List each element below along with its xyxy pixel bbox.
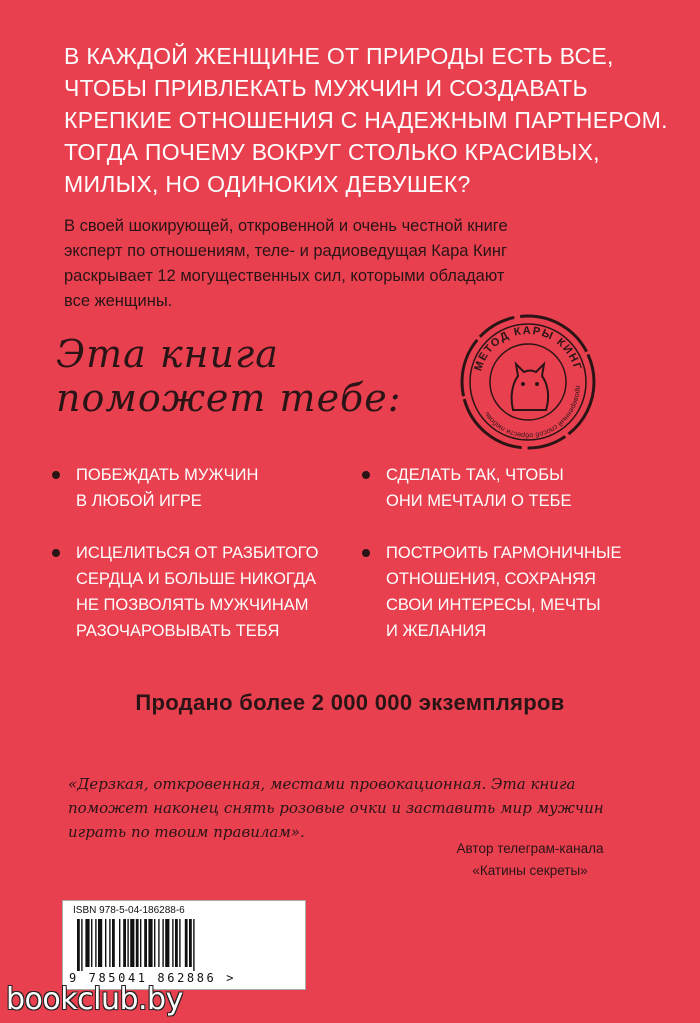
benefit-item (362, 540, 622, 644)
benefit-line: ПОСТРОИТЬ ГАРМОНИЧНЫЕ (386, 544, 622, 562)
benefit-line: ОТНОШЕНИЯ, СОХРАНЯЯ (386, 570, 596, 588)
lead-line: все женщины. (64, 292, 173, 310)
help-title (56, 332, 476, 420)
bullet-dot-icon (362, 471, 370, 479)
author-line: Автор телеграм-канала (456, 841, 604, 856)
quote-author (380, 838, 680, 882)
help-title-line: поможет тебе: (56, 376, 402, 420)
barcode-icon (73, 919, 295, 971)
benefit-line: ИСЦЕЛИТЬСЯ ОТ РАЗБИТОГО (76, 544, 319, 562)
benefit-line: СВОИ ИНТЕРЕСЫ, МЕЧТЫ (386, 596, 601, 614)
quote-line: поможет наконец снять розовые очки и заставить мир мужчин (68, 799, 604, 817)
quote-line: играть по твоим правилам». (68, 823, 305, 841)
headline (64, 40, 684, 200)
method-stamp (458, 312, 598, 452)
benefit-line: РАЗОЧАРОВЫВАТЬ ТЕБЯ (76, 622, 280, 640)
help-title-line: Эта книга (56, 332, 279, 376)
lead-line: В своей шокирующей, откровенной и очень честной книге (64, 217, 508, 235)
watermark: bookclub.by (6, 982, 183, 1017)
benefit-line: В ЛЮБОЙ ИГРЕ (76, 492, 202, 510)
benefit-item (52, 540, 319, 644)
author-line: «Катины секреты» (472, 863, 588, 878)
benefit-line: СЕРДЦА И БОЛЬШЕ НИКОГДА (76, 570, 316, 588)
barcode-box (62, 900, 306, 990)
benefit-line: И ЖЕЛАНИЯ (386, 622, 487, 640)
benefit-item (52, 462, 258, 514)
benefit-line: СДЕЛАТЬ ТАК, ЧТОБЫ (386, 466, 564, 484)
lead-line: эксперт по отношениям, теле- и радиоведущая Кара Кинг (64, 242, 507, 260)
benefit-line: ОНИ МЕЧТАЛИ О ТЕБЕ (386, 492, 572, 510)
headline-line: В КАЖДОЙ ЖЕНЩИНЕ ОТ ПРИРОДЫ ЕСТЬ ВСЕ, (64, 43, 614, 69)
bullet-dot-icon (362, 549, 370, 557)
stamp-ring-text-top: МЕТОД КАРЫ КИНГ (472, 324, 584, 373)
isbn-label: ISBN 978-5-04-186288-6 (73, 905, 185, 916)
bullet-dot-icon (52, 549, 60, 557)
stamp-ring-text-side: проверенный способ обрести любовь (483, 385, 582, 439)
quote-line: «Дерзкая, откровенная, местами провокационная. Эта книга (68, 775, 576, 793)
headline-line: МИЛЫХ, НО ОДИНОКИХ ДЕВУШЕК? (64, 171, 471, 197)
benefit-item (362, 462, 571, 514)
lead-paragraph (64, 214, 664, 314)
review-quote (68, 772, 668, 844)
benefit-line: ПОБЕЖДАТЬ МУЖЧИН (76, 466, 259, 484)
benefit-line: НЕ ПОЗВОЛЯТЬ МУЖЧИНАМ (76, 596, 309, 614)
stamp-icon (458, 312, 598, 452)
barcode-digits: 9 785041 862886 > (69, 971, 237, 985)
svg-text:МЕТОД КАРЫ КИНГ (472, 325, 583, 372)
headline-line: ТОГДА ПОЧЕМУ ВОКРУГ СТОЛЬКО КРАСИВЫХ, (64, 139, 600, 165)
sold-copies: Продано более 2 000 000 экземпляров (135, 690, 565, 715)
headline-line: ЧТОБЫ ПРИВЛЕКАТЬ МУЖЧИН И СОЗДАВАТЬ (64, 75, 588, 101)
lead-line: раскрывает 12 могущественных сил, которыми обладают (64, 267, 505, 285)
bullet-dot-icon (52, 471, 60, 479)
headline-line: КРЕПКИЕ ОТНОШЕНИЯ С НАДЕЖНЫМ ПАРТНЕРОМ. (64, 107, 668, 133)
